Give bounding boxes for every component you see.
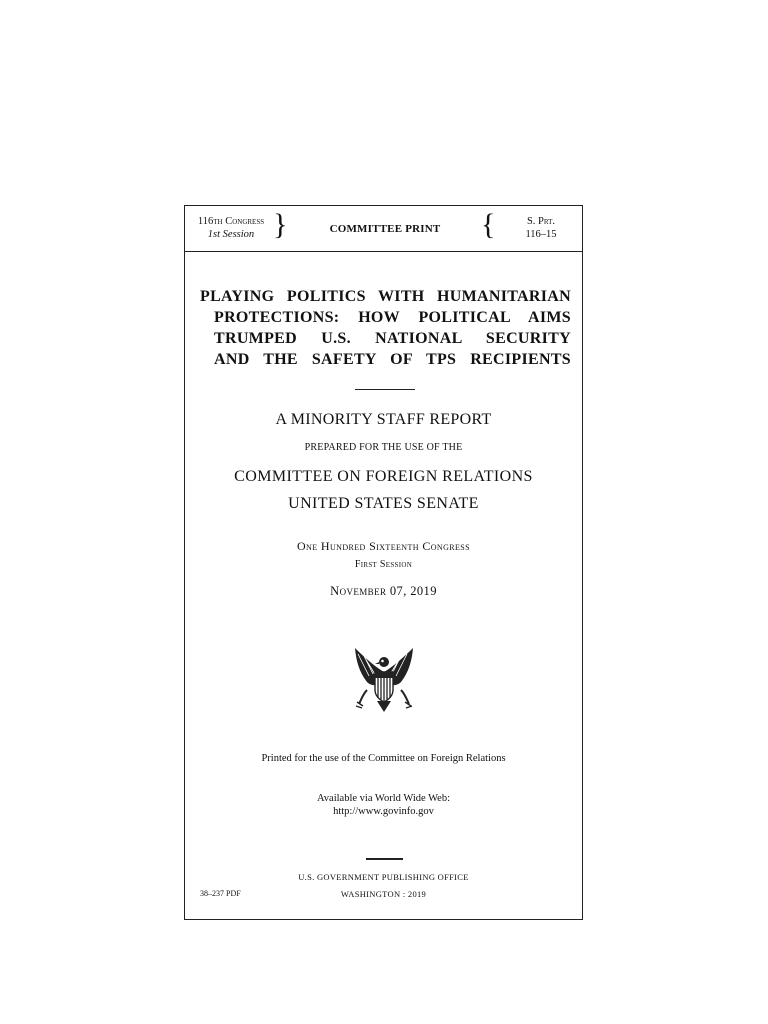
print-type: COMMITTEE PRINT [329, 223, 441, 235]
committee-name: COMMITTEE ON FOREIGN RELATIONS [234, 468, 533, 485]
report-title [200, 286, 571, 370]
divider [355, 389, 415, 390]
title-line: PLAYING POLITICS WITH HUMANITARIAN [200, 288, 571, 305]
right-brace-icon: } [273, 208, 288, 241]
report-date: November 07, 2019 [330, 584, 437, 598]
congress-label: 116th Congress [197, 216, 265, 227]
left-brace-icon: { [481, 208, 496, 241]
availability [185, 792, 582, 818]
printed-for: Printed for the use of the Committee on Foreign Relations [261, 753, 506, 764]
jacket-number: 38–237 PDF [200, 889, 241, 898]
print-number-block [511, 215, 571, 241]
print-number: 116–15 [525, 229, 557, 240]
title-line: AND THE SAFETY OF TPS RECIPIENTS [214, 351, 571, 368]
congress-full: One Hundred Sixteenth Congress [296, 539, 470, 553]
govinfo-url: http://www.govinfo.gov [333, 806, 434, 817]
city-year: WASHINGTON : 2019 [340, 889, 427, 899]
document-header [185, 206, 582, 252]
report-type: A MINORITY STAFF REPORT [275, 411, 492, 428]
prepared-for: PREPARED FOR THE USE OF THE [304, 442, 463, 453]
senate-name: UNITED STATES SENATE [288, 495, 479, 512]
session-full: First Session [354, 559, 413, 570]
congress-session-block [190, 215, 272, 241]
availability-label: Available via World Wide Web: [317, 793, 450, 804]
divider [366, 858, 403, 860]
eagle-seal-icon [349, 646, 419, 714]
print-prefix: S. Prt. [526, 216, 556, 227]
title-line: TRUMPED U.S. NATIONAL SECURITY [214, 330, 571, 347]
publisher: U.S. GOVERNMENT PUBLISHING OFFICE [298, 872, 469, 882]
title-line: PROTECTIONS: HOW POLITICAL AIMS [214, 309, 571, 326]
session-label: 1st Session [207, 229, 255, 240]
document-page [184, 205, 583, 920]
